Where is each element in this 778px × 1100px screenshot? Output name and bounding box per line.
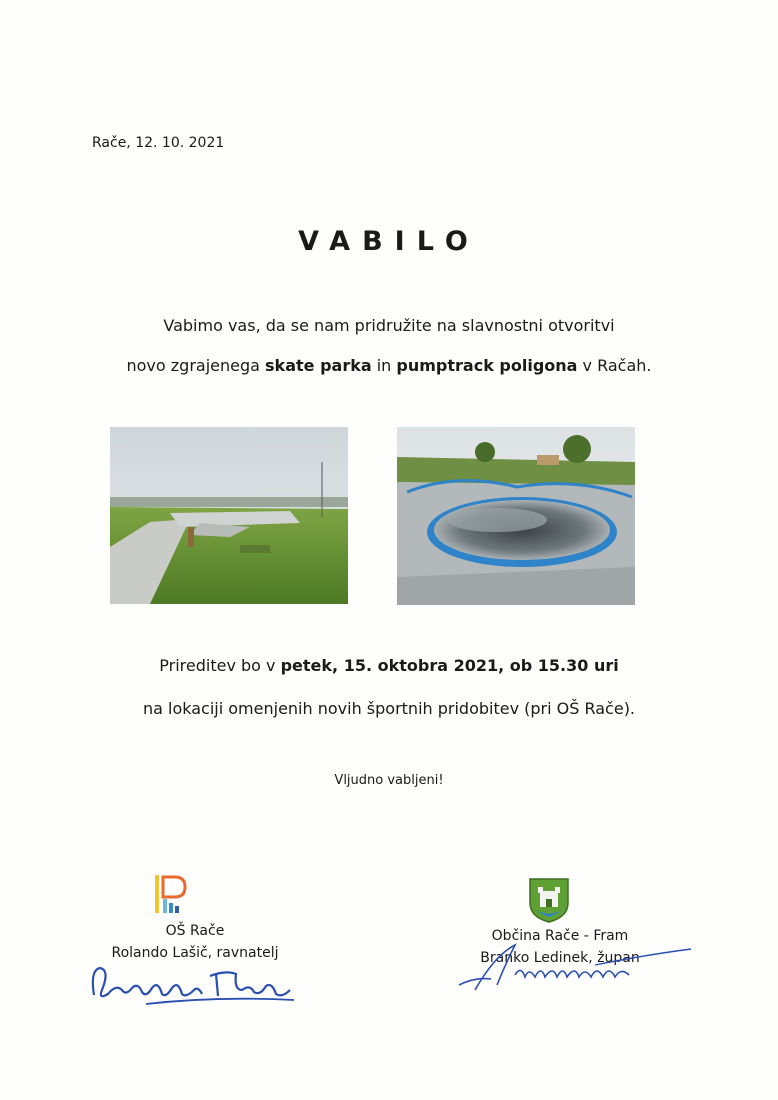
closing-greeting: Vljudno vabljeni! [334, 773, 444, 788]
intro-line-2-text: v Račah. [577, 356, 652, 375]
event-line-1 [0, 656, 778, 675]
document-title: VABILO [298, 226, 480, 257]
document-date: Rače, 12. 10. 2021 [92, 135, 225, 151]
skate-park-photo [110, 427, 348, 604]
mayor-signature [445, 935, 695, 995]
school-signatory [90, 920, 300, 964]
intro-line-2-text: in [371, 356, 397, 375]
school-name: OŠ Rače [165, 923, 225, 939]
municipality-name: Občina Rače - Fram [491, 928, 629, 944]
event-date-time: petek, 15. oktobra 2021, ob 15.30 uri [280, 656, 619, 675]
intro-line-2 [0, 356, 778, 375]
principal-signature [86, 960, 300, 1010]
municipality-mayor: Branko Ledinek, župan [480, 950, 640, 966]
school-principal: Rolando Lašič, ravnatelj [111, 945, 279, 961]
event-line-2: na lokaciji omenjenih novih športnih pridobitev (pri OŠ Rače). [142, 699, 636, 718]
intro-line-1: Vabimo vas, da se nam pridružite na slavnostni otvoritvi [163, 316, 615, 335]
intro-line-2-text: novo zgrajenega [126, 356, 266, 375]
municipality-coat-of-arms-icon [528, 877, 570, 923]
os-race-logo-icon [153, 873, 189, 917]
intro-skate-park: skate parka [265, 356, 372, 375]
intro-pumptrack: pumptrack poligona [396, 356, 578, 375]
event-line-1-text: Prireditev bo v [159, 656, 281, 675]
pumptrack-photo [397, 427, 635, 605]
